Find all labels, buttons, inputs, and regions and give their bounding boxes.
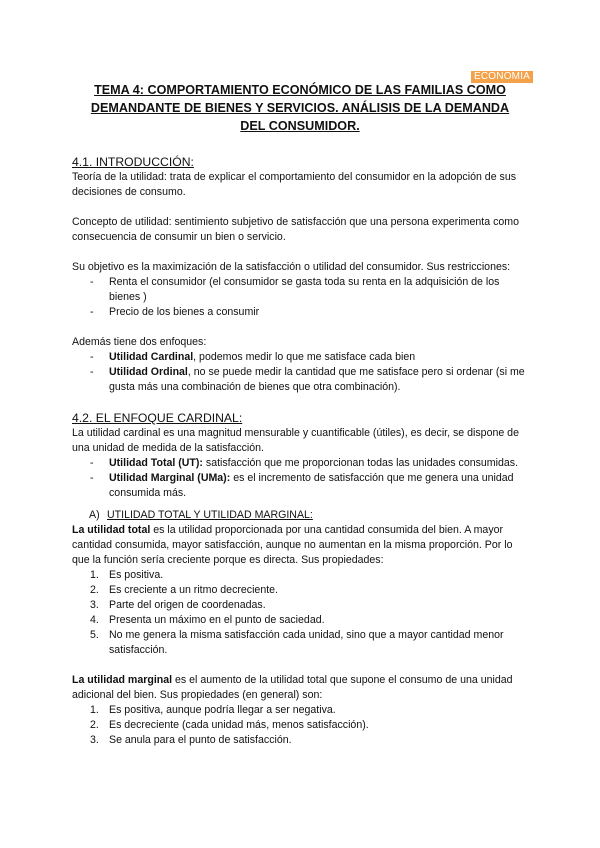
section-heading-enfoque-cardinal: 4.2. EL ENFOQUE CARDINAL: — [72, 411, 243, 425]
list-item: - Utilidad Total (UT): satisfacción que me proporcionan todas las unidades consumidas. — [109, 456, 532, 471]
list-item: 5. No me genera la misma satisfacción cada unidad, sino que a mayor cantidad menor satisfacción. — [90, 629, 504, 656]
list-item: 1. Es positiva, aunque podría llegar a ser negativa. — [90, 704, 336, 716]
utilidad-marginal-properties — [72, 703, 532, 748]
document-body — [72, 154, 532, 748]
section-heading-introduccion: 4.1. INTRODUCCIÓN: — [72, 155, 194, 169]
paragraph-objetivo: Su objetivo es la maximización de la satisfacción o utilidad del consumidor. Sus restricciones: — [72, 261, 511, 273]
list-item: 4. Presenta un máximo en el punto de saciedad. — [90, 614, 325, 626]
title-line-1: TEMA 4: COMPORTAMIENTO ECONÓMICO DE LAS FAMILIAS COMO — [94, 83, 506, 97]
list-item: 3. Parte del origen de coordenadas. — [90, 599, 266, 611]
paragraph-utilidad-total: La utilidad total es la utilidad proporcionada por una cantidad consumida del bien. A mayor cantidad consumida, mayor satisfacción, aunque no aumentan en la misma proporción. Por lo que la función sería creciente porque es directa. Sus propiedades: — [72, 524, 513, 566]
page-title — [72, 81, 528, 135]
utilidad-total-properties — [72, 568, 532, 658]
list-item: - Utilidad Ordinal, no se puede medir la cantidad que me satisface pero si ordenar (si me gusta más una combinación de bienes que otra combinación). — [109, 365, 532, 395]
list-item: 2. Es creciente a un ritmo decreciente. — [90, 584, 278, 596]
paragraph-teoria-utilidad: Teoría de la utilidad: trata de explicar el comportamiento del consumidor en la adopción de sus decisiones de consumo. — [72, 171, 517, 198]
term-utilidad-total: Utilidad Total (UT): — [109, 457, 203, 469]
definitions-list — [72, 456, 532, 501]
paragraph-utilidad-marginal: La utilidad marginal es el aumento de la utilidad total que supone el consumo de una unidad adicional del bien. Sus propiedades (en general) son: — [72, 674, 513, 701]
list-item: - Precio de los bienes a consumir — [109, 305, 532, 320]
title-line-2: DEMANDANTE DE BIENES Y SERVICIOS. ANÁLISIS DE LA DEMANDA — [90, 101, 510, 115]
list-item: - Utilidad Cardinal, podemos medir lo que me satisface cada bien — [109, 350, 532, 365]
subsection-heading-a: A) UTILIDAD TOTAL Y UTILIDAD MARGINAL: — [89, 509, 313, 521]
term-utilidad-cardinal: Utilidad Cardinal — [109, 351, 194, 363]
term-utilidad-marginal: Utilidad Marginal (UMa): — [109, 472, 231, 484]
subject-badge: ECONOMIA — [471, 71, 533, 83]
paragraph-utilidad-cardinal: La utilidad cardinal es una magnitud mensurable y cuantificable (útiles), es decir, se dispone de una unidad de medida de la satisfacción. — [72, 427, 519, 454]
paragraph-concepto-utilidad: Concepto de utilidad: sentimiento subjetivo de satisfacción que una persona experimenta como consecuencia de consumir un bien o servicio. — [72, 216, 519, 243]
list-item: - Renta el consumidor (el consumidor se gasta toda su renta en la adquisición de los bienes ) — [109, 275, 532, 305]
restrictions-list — [72, 275, 532, 320]
list-item: 1. Es positiva. — [90, 569, 164, 581]
term-utilidad-ordinal: Utilidad Ordinal — [109, 366, 188, 378]
list-item: 3. Se anula para el punto de satisfacción. — [90, 734, 292, 746]
paragraph-enfoques: Además tiene dos enfoques: — [72, 336, 207, 348]
list-item: - Utilidad Marginal (UMa): es el incremento de satisfacción que me genera una unidad consumida más. — [109, 471, 532, 501]
approaches-list — [72, 350, 532, 395]
list-item: 2. Es decreciente (cada unidad más, menos satisfacción). — [90, 719, 369, 731]
title-line-3: DEL CONSUMIDOR. — [240, 119, 360, 133]
